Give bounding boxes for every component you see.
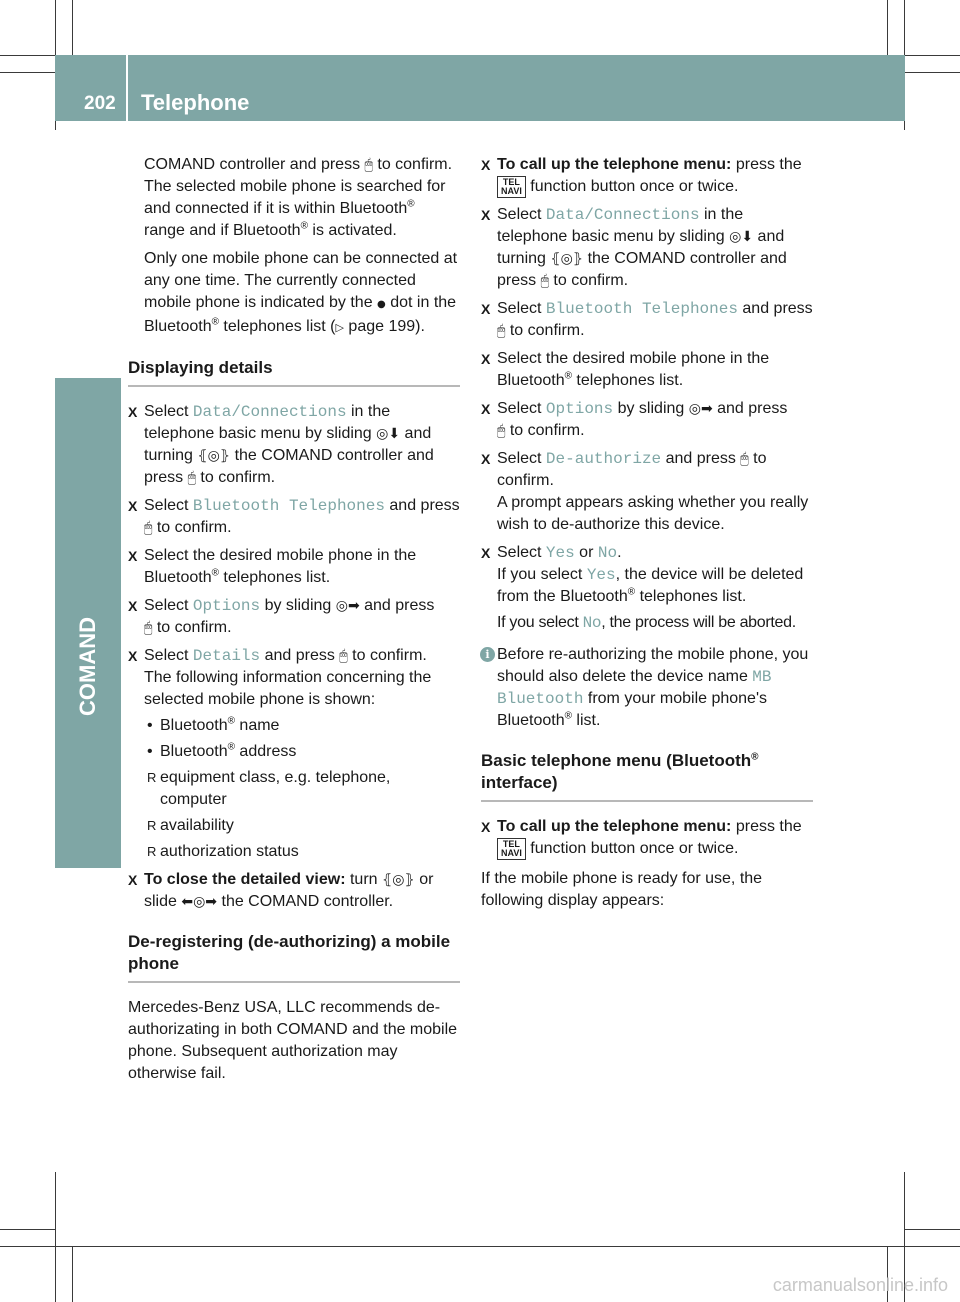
menu-item-details: Details (192, 647, 261, 665)
step-marker-icon: X (481, 401, 491, 418)
crop-mark (887, 0, 888, 55)
step-item: X Select the desired mobile phone in the Bluetooth® telephones list. (481, 350, 770, 390)
step-marker-icon: X (481, 351, 491, 368)
step-marker-icon: X (128, 404, 138, 420)
step-marker-icon: X (128, 548, 138, 564)
step-marker-icon: X (128, 648, 138, 664)
header-divider (126, 55, 128, 121)
section-title: Telephone (141, 90, 250, 115)
press-controller-icon: 🖱 (144, 620, 153, 636)
page-ref-arrow-icon: ▷ (335, 321, 344, 334)
crop-mark (72, 1247, 73, 1302)
list-item: R equipment class, e.g. telephone, computer (147, 769, 391, 808)
step-item: X Select Data/Connections in the telephone basic menu by sliding ◎⬇ and turning ⦃◎⦄ the COMAND controller and press 🖱 to confirm. (481, 206, 787, 290)
step-marker-icon: X (128, 498, 138, 514)
crop-mark (55, 1172, 56, 1302)
option-no: No (597, 544, 618, 563)
menu-item-options: Options (545, 400, 614, 419)
slide-down-icon: ◎⬇ (376, 426, 401, 442)
watermark: carmanualsonline.info (772, 1275, 948, 1295)
step-item: X Select Options by sliding ◎➡ and press 🖱 to confirm. (481, 400, 788, 440)
slide-right-icon: ◎➡ (335, 598, 360, 614)
heading-displaying-details: Displaying details (128, 357, 460, 387)
turn-controller-icon: ⦃◎⦄ (550, 251, 584, 268)
step-marker-icon: X (481, 819, 491, 836)
press-controller-icon: 🖱 (144, 520, 153, 536)
press-controller-icon: 🖱 (339, 648, 348, 664)
menu-item-data-connections: Data/Connections (192, 403, 347, 421)
menu-item-bluetooth-telephones: Bluetooth Telephones (545, 300, 738, 319)
crop-mark (0, 72, 55, 73)
device-name-mb-bluetooth: MB Bluetooth (497, 668, 772, 709)
option-yes: Yes (545, 544, 575, 563)
option-no: No (582, 614, 602, 633)
turn-controller-icon: ⦃◎⦄ (197, 448, 231, 464)
step-marker-icon: X (481, 301, 491, 318)
dot-icon: ● (377, 299, 386, 310)
ready-paragraph: If the mobile phone is ready for use, the following display appears: (481, 870, 763, 910)
intro-paragraph: The selected mobile phone is searched for and connected if it is within Bluetooth® range and if Bluetooth® is activated. (144, 178, 446, 239)
press-controller-icon: 🖱 (540, 273, 549, 290)
menu-item-options: Options (192, 597, 261, 615)
press-controller-icon: 🖱 (497, 423, 506, 440)
heading-basic-telephone-menu: Basic telephone menu (Bluetooth® interface) (481, 750, 813, 802)
left-column (128, 154, 460, 1085)
list-item: • Bluetooth® address (147, 741, 297, 760)
info-icon: i (480, 647, 495, 662)
intro-paragraph: COMAND controller and press 🖱 to confirm. (144, 156, 453, 173)
step-item: X Select Details and press 🖱 to confirm. The following information concerning the selected mobile phone is shown: • Bluetooth® name • Bluetooth® address R equipment class, e.g. telephone, computer R availability R authorization status (128, 645, 460, 863)
step-item: X To close the detailed view: turn ⦃◎⦄ or slide ⬅◎➡ the COMAND controller. (128, 871, 434, 910)
step-marker-icon: X (128, 598, 138, 614)
slide-down-icon: ◎⬇ (729, 229, 754, 246)
press-controller-icon: 🖱 (364, 157, 373, 173)
details-list (144, 715, 460, 863)
step-marker-icon: X (481, 545, 491, 562)
press-controller-icon: 🖱 (740, 451, 749, 468)
page-number: 202 (84, 93, 116, 114)
tel-navi-button-icon: TEL NAVI (497, 176, 526, 198)
step-marker-icon: X (481, 207, 491, 224)
crop-mark (72, 0, 73, 55)
step-item: X Select Bluetooth Telephones and press 🖱 to confirm. (481, 300, 813, 340)
step-item: X Select the desired mobile phone in the Bluetooth® telephones list. (128, 547, 417, 586)
list-item: R availability (147, 817, 234, 834)
step-item: X To call up the telephone menu: press the TEL NAVI function button once or twice. (481, 156, 802, 196)
step-marker-icon: X (128, 872, 138, 888)
dereg-paragraph: Mercedes-Benz USA, LLC recommends de-authorizating in both COMAND and the mobile phone. Subsequent authorization may otherwise fail. (128, 999, 458, 1082)
side-label (75, 617, 101, 716)
crop-mark (0, 1246, 960, 1247)
list-item: R authorization status (147, 843, 299, 860)
step-item: X Select Data/Connections in the telephone basic menu by sliding ◎⬇ and turning ⦃◎⦄ the COMAND controller and press 🖱 to confirm. (128, 403, 434, 486)
step-item: X Select Bluetooth Telephones and press 🖱 to confirm. (128, 497, 460, 536)
menu-item-de-authorize: De-authorize (545, 450, 662, 469)
press-controller-icon: 🖱 (497, 323, 506, 340)
intro-paragraph: Only one mobile phone can be connected at any one time. The currently connected mobile phone is indicated by the ● dot in the Bluetooth® telephones list (▷ page 199). (144, 250, 458, 335)
option-yes: Yes (586, 566, 616, 585)
list-item: • Bluetooth® name (147, 715, 280, 734)
heading-de-registering: De-registering (de-authorizing) a mobile phone (128, 931, 460, 983)
step-item: X Select Yes or No. If you select Yes, the device will be deleted from the Bluetooth® telephones list. If you select No, the process will be aborted. (481, 544, 804, 633)
step-item: X Select Options by sliding ◎➡ and press 🖱 to confirm. (128, 597, 435, 636)
right-column (481, 154, 813, 912)
side-label-text: COMAND (75, 617, 100, 716)
info-note: i Before re-authorizing the mobile phone, you should also delete the device name MB Bluetooth from your mobile phone's Bluetooth® list. (481, 644, 813, 732)
slide-right-icon: ◎➡ (688, 401, 713, 418)
step-item: X Select De-authorize and press 🖱 to confirm. A prompt appears asking whether you really wish to de-authorize this device. (481, 450, 809, 534)
tel-navi-button-icon: TEL NAVI (497, 838, 526, 860)
menu-item-data-connections: Data/Connections (545, 206, 700, 225)
step-marker-icon: X (481, 451, 491, 468)
crop-mark (905, 1229, 960, 1230)
crop-mark (905, 72, 960, 73)
slide-left-right-icon: ⬅◎➡ (181, 894, 218, 910)
crop-mark (0, 1229, 55, 1230)
step-item: X To call up the telephone menu: press the TEL NAVI function button once or twice. (481, 818, 802, 859)
press-controller-icon: 🖱 (187, 470, 196, 486)
menu-item-bluetooth-telephones: Bluetooth Telephones (192, 497, 385, 515)
step-marker-icon: X (481, 157, 491, 173)
turn-controller-icon: ⦃◎⦄ (382, 872, 415, 888)
